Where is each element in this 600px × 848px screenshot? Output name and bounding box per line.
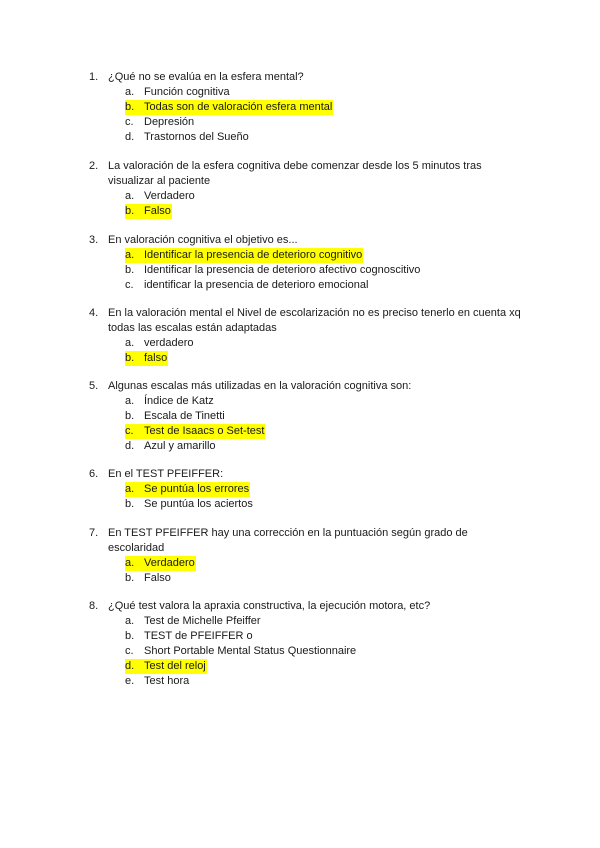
question-text: Algunas escalas más utilizadas en la valoración cognitiva son: [108, 380, 412, 392]
question-4 [0, 306, 600, 366]
option-a: a. verdadero [125, 337, 194, 349]
option-b-correct: b. Todas son de valoración esfera mental [125, 101, 333, 113]
question-number: 5. [89, 380, 99, 392]
question-1 [0, 70, 600, 145]
option-a: a. Función cognitiva [125, 86, 230, 98]
question-number: 4. [89, 307, 99, 319]
question-text: En el TEST PFEIFFER: [108, 468, 224, 480]
option-a: a. Índice de Katz [125, 395, 214, 407]
option-b: b. Identificar la presencia de deterioro afectivo cognoscitivo [125, 264, 421, 276]
option-a-correct: a. Verdadero [125, 557, 195, 569]
option-a: a. Test de Michelle Pfeiffer [125, 615, 261, 627]
question-text-cont: todas las escalas están adaptadas [108, 322, 277, 334]
question-6 [0, 467, 600, 512]
question-number: 1. [89, 71, 99, 83]
option-c: c. Depresión [125, 116, 195, 128]
question-number: 2. [89, 160, 99, 172]
option-d: d. Azul y amarillo [125, 440, 216, 452]
question-number: 8. [89, 600, 99, 612]
option-a-correct: a. Se puntúa los errores [125, 483, 250, 495]
question-7 [0, 526, 600, 586]
option-c: c. Short Portable Mental Status Questionnaire [125, 645, 357, 657]
option-c-correct: c. Test de Isaacs o Set-test [125, 425, 265, 437]
question-2 [0, 159, 600, 219]
option-a-correct: a. Identificar la presencia de deterioro cognitivo [125, 249, 363, 261]
option-b-correct: b. Falso [125, 205, 171, 217]
option-b: b. TEST de PFEIFFER o [125, 630, 253, 642]
question-text: En valoración cognitiva el objetivo es... [108, 234, 298, 246]
question-text: ¿Qué no se evalúa en la esfera mental? [108, 71, 304, 83]
option-b: b. Se puntúa los aciertos [125, 498, 253, 510]
question-text: En TEST PFEIFFER hay una corrección en la puntuación según grado de [108, 527, 468, 539]
question-3 [0, 233, 600, 293]
option-e: e. Test hora [125, 675, 190, 687]
option-d-correct: d. Test del reloj [125, 660, 206, 672]
question-text-cont: visualizar al paciente [108, 175, 211, 187]
option-d: d. Trastornos del Sueño [125, 131, 249, 143]
option-b: b. Escala de Tinetti [125, 410, 225, 422]
question-text: La valoración de la esfera cognitiva debe comenzar desde los 5 minutos tras [108, 160, 482, 172]
question-number: 3. [89, 234, 99, 246]
question-text: En la valoración mental el Nivel de escolarización no es preciso tenerlo en cuenta xq [108, 307, 521, 319]
question-text: ¿Qué test valora la apraxia constructiva, la ejecución motora, etc? [108, 600, 431, 612]
question-number: 7. [89, 527, 99, 539]
question-number: 6. [89, 468, 99, 480]
question-text-cont: escolaridad [108, 542, 165, 554]
option-b-correct: b. falso [125, 352, 168, 364]
question-5 [0, 379, 600, 454]
option-a: a. Verdadero [125, 190, 195, 202]
option-b: b. Falso [125, 572, 171, 584]
option-c: c. identificar la presencia de deterioro emocional [125, 279, 369, 291]
question-8 [0, 599, 600, 689]
